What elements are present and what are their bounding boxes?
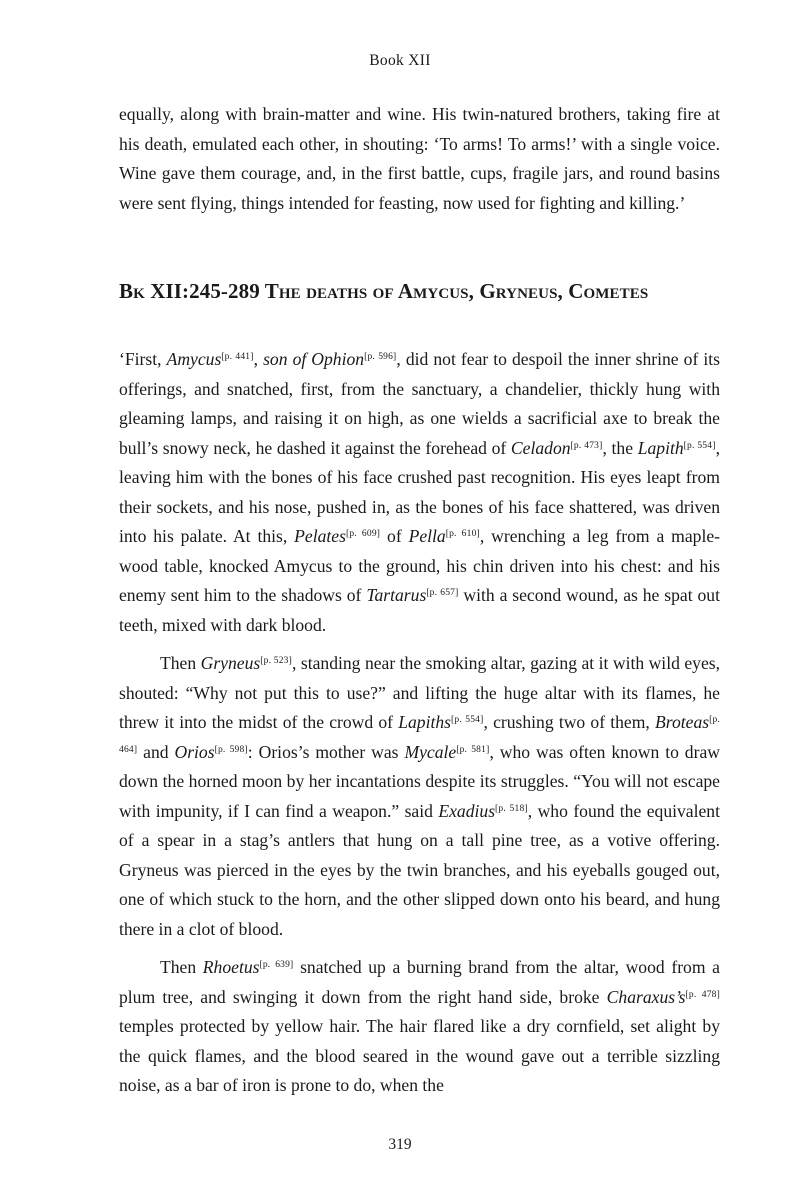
page-number: 319 <box>388 1136 412 1153</box>
text-run: and <box>137 741 175 762</box>
text-run: , wrenching a leg from a maple-wood table, knocked Amycus to the ground, his chin driven into his chest: and his enemy sent him to the shadows of <box>119 526 721 605</box>
page-reference: [p. 609] <box>345 529 381 539</box>
name-link[interactable]: Charaxus’s <box>606 986 686 1007</box>
text-run: ‘First, <box>119 349 167 369</box>
text-run: , leaving him with the bones of his face crushed past recognition. His eyes leapt from their sockets, and his nose, pushed in, as the bones of his face shattered, was driven into his palate. At this, <box>119 437 720 546</box>
text-run: Then <box>160 653 201 673</box>
name-link[interactable]: son of Ophion <box>263 349 365 369</box>
page-reference: [p. 518] <box>495 803 528 814</box>
page-reference: [p. 596] <box>364 352 397 362</box>
text-run: , standing near the smoking altar, gazing at it with wild eyes, shouted: “Why not put this to use?” and lifting the huge altar with its flames, he threw it into the midst of the crowd of <box>119 653 720 732</box>
name-link[interactable]: Tartarus <box>366 585 427 605</box>
page-reference: [p. 464] <box>119 715 720 755</box>
name-link[interactable]: Pelates <box>294 526 346 546</box>
name-link[interactable]: Pella <box>408 526 446 546</box>
name-link[interactable]: Exadius <box>438 800 496 821</box>
text-run: with a second wound, as he spat out teeth, mixed with dark blood. <box>119 585 720 635</box>
name-link[interactable]: Rhoetus <box>202 957 260 977</box>
text-run: temples protected by yellow hair. The hair flared like a dry cornfield, set alight by the quick flames, and the blood seared in the wound gave out a terrible sizzling noise, as a bar of iron is prone to do, when the <box>119 1016 720 1095</box>
text-run: , crushing two of them, <box>483 712 656 732</box>
paragraph-continuation <box>119 100 720 218</box>
name-link[interactable]: Mycale <box>404 741 457 762</box>
page-reference: [p. 554] <box>683 440 716 451</box>
page-reference: [p. 554] <box>451 715 484 725</box>
name-link[interactable]: Gryneus <box>200 653 261 673</box>
name-link[interactable]: Lapith <box>637 437 684 458</box>
paragraph-gryneus <box>119 649 720 944</box>
text-run: of <box>380 526 409 546</box>
paragraph-rhoetus <box>119 953 720 1101</box>
page-reference: [p. 581] <box>456 744 490 755</box>
text-block-continuation <box>119 100 720 218</box>
text-run: : Orios’s mother was <box>247 741 405 762</box>
text-block-main <box>119 345 720 1101</box>
running-head: Book XII <box>369 52 431 69</box>
text-run: , <box>253 349 264 369</box>
text-run: , who found the equivalent of a spear in a stag’s antlers that hung on a tall pine tree, as a votive offering. Gryneus was pierced in the eyes by the twin branches, and his eyeballs gouged out, one of which stuck to the horn, and the other slipped down onto his beard, and hung there in a clot of blood. <box>119 800 720 939</box>
page-reference: [p. 523] <box>260 656 292 666</box>
text-run: , who was often known to draw down the horned moon by her incantations despite its struggles. “You will not escape with impunity, if I can find a weapon.” said <box>119 741 720 821</box>
page-reference: [p. 598] <box>214 744 248 755</box>
page-reference: [p. 657] <box>426 588 459 598</box>
page-reference: [p. 473] <box>570 440 603 451</box>
name-link[interactable]: Orios <box>174 741 215 762</box>
page-reference: [p. 478] <box>685 989 720 1000</box>
name-link[interactable]: Broteas <box>655 712 710 732</box>
text-run: , the <box>602 437 638 458</box>
paragraph-text: equally, along with brain-matter and wine. His twin-natured brothers, taking fire at his death, emulated each other, in shouting: ‘To arms! To arms!’ with a single voice. Wine gave them courage, and, in the first battle, cups, fragile jars, and round basins were sent flying, things intended for feasting, now used for fighting and killing.’ <box>119 104 720 213</box>
text-run: , did not fear to despoil the inner shrine of its offerings, and snatched, first, from the sanctuary, a chandelier, thickly hung with gleaming lamps, and raising it on high, as one wields a sacrificial axe to break the bull’s snowy neck, he dashed it against the forehead of <box>119 349 720 458</box>
page-reference: [p. 610] <box>445 529 480 539</box>
section-heading: Bk XII:245-289 The deaths of Amycus, Gryneus, Cometes <box>119 279 649 303</box>
page-reference: [p. 441] <box>221 352 254 362</box>
name-link[interactable]: Amycus <box>166 349 222 369</box>
text-run: snatched up a burning brand from the altar, wood from a plum tree, and swinging it down from the right hand side, broke <box>119 957 720 1007</box>
name-link[interactable]: Celadon <box>510 437 571 458</box>
name-link[interactable]: Lapiths <box>398 712 452 732</box>
page-reference: [p. 639] <box>259 960 294 970</box>
paragraph-amycus <box>119 345 720 640</box>
text-run: Then <box>160 957 203 977</box>
